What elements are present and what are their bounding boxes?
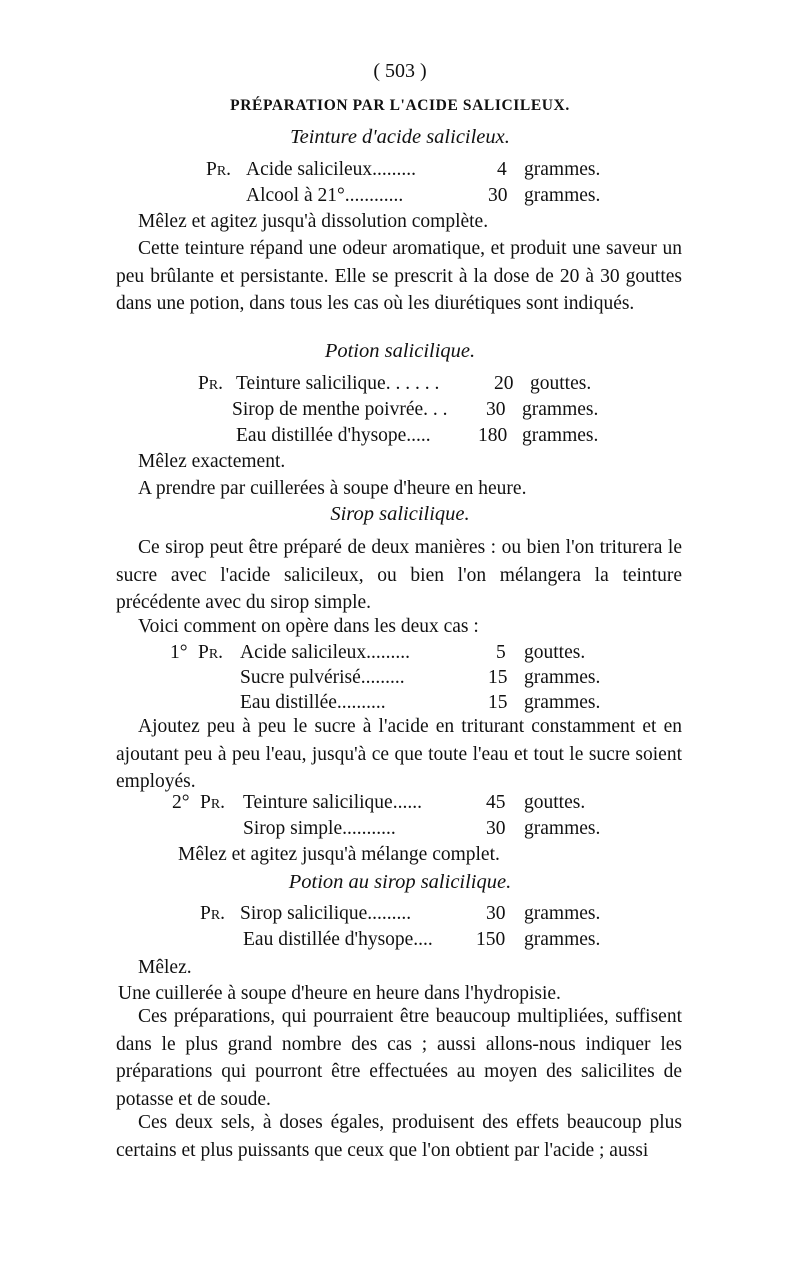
- ingredient-qty: 150: [476, 929, 506, 950]
- instruction-text: Mêlez.: [138, 957, 192, 978]
- ingredient-unit: grammes.: [524, 929, 601, 950]
- ingredient-qty: 30: [486, 818, 506, 839]
- ingredient-name: Acide salicileux.........: [246, 159, 417, 180]
- page-number: ( 503 ): [373, 60, 427, 82]
- instruction-text: Mêlez exactement.: [138, 451, 286, 472]
- ingredient-name: Alcool à 21°............: [246, 185, 404, 206]
- ingredient-name: Sirop simple...........: [243, 818, 396, 839]
- instruction-text: Mêlez et agitez jusqu'à dissolution complète.: [138, 211, 489, 232]
- ingredient-name: Sucre pulvérisé.........: [240, 667, 405, 688]
- body-paragraph: Ce sirop peut être préparé de deux manières : ou bien l'on triturera le sucre avec l'acide salicileux, ou bien l'on mélangera la teinture précédente avec du sirop simple.: [116, 537, 682, 613]
- instruction-text: A prendre par cuillerées à soupe d'heure en heure.: [138, 478, 527, 499]
- ingredient-qty: 20: [494, 373, 514, 394]
- ingredient-qty: 30: [486, 903, 506, 924]
- ingredient-name: Eau distillée..........: [240, 692, 386, 713]
- ingredient-qty: 30: [486, 399, 506, 420]
- recipe-pr-label: Pr.: [200, 792, 226, 813]
- ingredient-qty: 5: [496, 642, 506, 663]
- instruction-text: Mêlez et agitez jusqu'à mélange complet.: [178, 844, 500, 865]
- ingredient-qty: 15: [488, 692, 508, 713]
- ingredient-qty: 15: [488, 667, 508, 688]
- ingredient-unit: grammes.: [522, 425, 599, 446]
- recipe-title-potion-sirop: Potion au sirop salicilique.: [288, 871, 512, 893]
- recipe-title-potion: Potion salicilique.: [324, 340, 476, 362]
- body-paragraph: Ces deux sels, à doses égales, produisent des effets beaucoup plus certains et plus puissants que ceux que l'on obtient par l'acide ; aussi: [116, 1112, 682, 1161]
- method-label: 1°: [170, 642, 188, 663]
- ingredient-name: Sirop salicilique.........: [240, 903, 412, 924]
- ingredient-unit: grammes.: [524, 818, 601, 839]
- body-paragraph: Cette teinture répand une odeur aromatique, et produit une saveur un peu brûlante et persistante. Elle se prescrit à la dose de 20 à 30 gouttes dans une potion, dans tous les cas où les diurétiques sont indiqués.: [116, 238, 682, 314]
- ingredient-unit: grammes.: [524, 185, 601, 206]
- ingredient-qty: 30: [488, 185, 508, 206]
- instruction-text: Une cuillerée à soupe d'heure en heure dans l'hydropisie.: [118, 983, 561, 1004]
- ingredient-name: Sirop de menthe poivrée. . .: [232, 399, 448, 420]
- ingredient-name: Eau distillée d'hysope.....: [236, 425, 431, 446]
- recipe-pr-label: Pr.: [200, 903, 226, 924]
- ingredient-unit: gouttes.: [524, 792, 586, 813]
- ingredient-name: Teinture salicilique. . . . . .: [236, 373, 440, 394]
- ingredient-unit: gouttes.: [524, 642, 586, 663]
- recipe-pr-label: Pr.: [206, 159, 232, 180]
- ingredient-qty: 4: [497, 159, 507, 180]
- ingredient-unit: grammes.: [524, 903, 601, 924]
- method-label: 2°: [172, 792, 190, 813]
- ingredient-name: Eau distillée d'hysope....: [243, 929, 433, 950]
- ingredient-unit: grammes.: [522, 399, 599, 420]
- ingredient-qty: 180: [478, 425, 508, 446]
- recipe-pr-label: Pr.: [198, 373, 224, 394]
- recipe-pr-label: Pr.: [198, 642, 224, 663]
- ingredient-unit: grammes.: [524, 692, 601, 713]
- ingredient-unit: gouttes.: [530, 373, 592, 394]
- body-paragraph: Ajoutez peu à peu le sucre à l'acide en triturant constamment et en ajoutant peu à peu l'eau, jusqu'à ce que toute l'eau et tout le sucre soient employés.: [116, 716, 682, 792]
- ingredient-unit: grammes.: [524, 159, 601, 180]
- ingredient-name: Teinture salicilique......: [243, 792, 422, 813]
- body-paragraph: Ces préparations, qui pourraient être beaucoup multipliées, suffisent dans le plus grand nombre des cas ; aussi allons-nous indiquer les préparations qui pourront être effectuées au moyen des salicilites de potasse et de soude.: [116, 1006, 682, 1110]
- ingredient-qty: 45: [486, 792, 506, 813]
- recipe-title-teinture: Teinture d'acide salicileux.: [290, 126, 510, 148]
- section-heading: PRÉPARATION PAR L'ACIDE SALICILEUX.: [230, 97, 570, 114]
- ingredient-name: Acide salicileux.........: [240, 642, 411, 663]
- ingredient-unit: grammes.: [524, 667, 601, 688]
- recipe-title-sirop: Sirop salicilique.: [330, 503, 470, 525]
- instruction-text: Voici comment on opère dans les deux cas :: [138, 616, 479, 637]
